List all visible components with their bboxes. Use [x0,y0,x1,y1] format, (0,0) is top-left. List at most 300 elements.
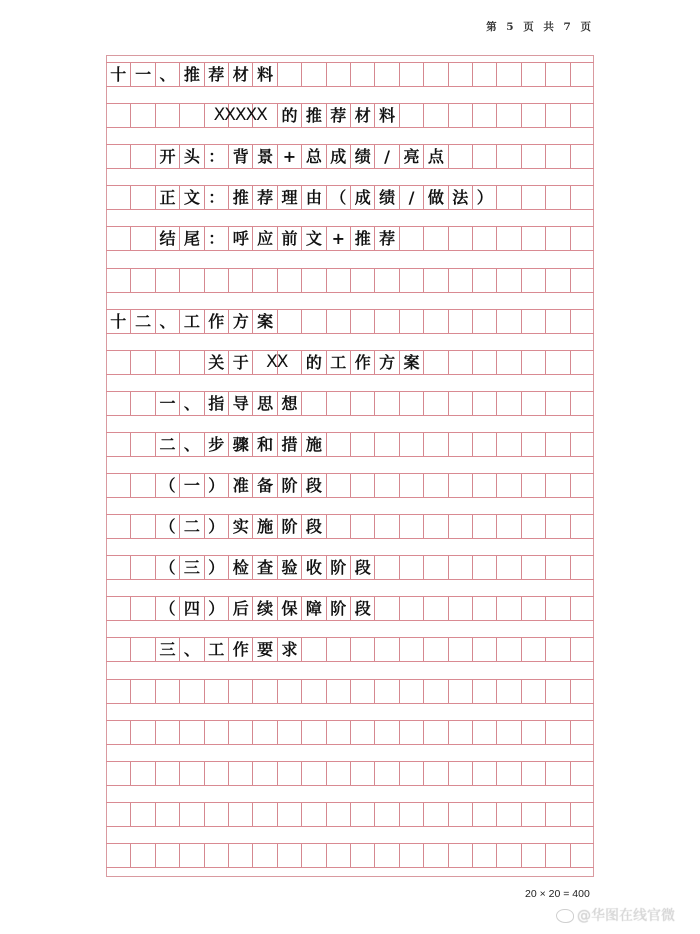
grid-cell [448,803,472,826]
grid-cell [130,351,154,374]
manuscript-grid-sheet [106,55,594,877]
grid-cell [374,310,398,333]
grid-cell: 结 [155,227,179,250]
grid-cell: 一 [179,474,203,497]
grid-cell [496,515,520,538]
grid-cell [521,762,545,785]
grid-cell [326,63,350,86]
grid-cell [130,227,154,250]
grid-cell [545,515,569,538]
grid-cell: 导 [228,392,252,415]
grid-cell [496,104,520,127]
grid-cell: 于 [228,351,252,374]
grid-cell [252,721,276,744]
grid-cell [277,721,301,744]
grid-cell [277,269,301,292]
grid-cell: （ [155,597,179,620]
grid-cell [155,269,179,292]
grid-cell [521,392,545,415]
grid-cell [130,762,154,785]
grid-cell [472,227,496,250]
grid-cell: （ [155,474,179,497]
grid-cell [350,515,374,538]
grid-cell: ） [204,474,228,497]
grid-cell [570,351,594,374]
grid-cell [350,762,374,785]
grid-cell [496,474,520,497]
grid-cell [106,474,130,497]
grid-cell: 实 [228,515,252,538]
grid-cell: 二 [155,433,179,456]
grid-cell [472,145,496,168]
grid-cell [155,844,179,867]
grid-cell [521,597,545,620]
grid-cell [448,269,472,292]
grid-cell: 骤 [228,433,252,456]
grid-cell: ： [204,227,228,250]
grid-cell [521,844,545,867]
grid-cell [399,104,423,127]
grid-row [106,679,594,704]
grid-cell: 成 [350,186,374,209]
grid-cell [423,556,447,579]
grid-cell: 二 [179,515,203,538]
grid-cell [130,104,154,127]
grid-cell [204,803,228,826]
grid-cell: 施 [252,515,276,538]
grid-cell [374,63,398,86]
grid-cell [399,63,423,86]
grid-cell [326,680,350,703]
grid-cell [179,680,203,703]
grid-cell: 指 [204,392,228,415]
grid-cell [472,721,496,744]
grid-cell: 工 [204,638,228,661]
grid-cell [496,556,520,579]
grid-cell [423,310,447,333]
grid-cell [204,844,228,867]
grid-cell: 头 [179,145,203,168]
grid-cell [326,762,350,785]
grid-cell [399,721,423,744]
grid-cell [374,556,398,579]
grid-cell [155,104,179,127]
grid-cell: 收 [301,556,325,579]
grid-cell [496,680,520,703]
grid-cell [106,803,130,826]
grid-cell: 三 [179,556,203,579]
grid-cell: 由 [301,186,325,209]
grid-cell [521,721,545,744]
grid-cell [448,762,472,785]
grid-cell: 料 [252,63,276,86]
grid-cell [374,762,398,785]
grid-cell [399,597,423,620]
grid-cell [155,680,179,703]
grid-cell [277,803,301,826]
grid-cell: 开 [155,145,179,168]
grid-cell: 作 [228,638,252,661]
grid-cell [106,721,130,744]
grid-cell: 方 [374,351,398,374]
grid-cell [423,721,447,744]
grid-cell: 点 [423,145,447,168]
grid-cell: 材 [350,104,374,127]
grid-cell: 的 [277,104,301,127]
grid-cell [399,310,423,333]
grid-cell [155,803,179,826]
grid-cell [277,844,301,867]
grid-cell [545,63,569,86]
grid-cell [545,269,569,292]
grid-cell [570,433,594,456]
grid-cell [448,844,472,867]
grid-cell [545,556,569,579]
grid-cell: 一 [130,63,154,86]
grid-cell: 思 [252,392,276,415]
grid-cell [472,474,496,497]
grid-cell [228,269,252,292]
grid-cell: 、 [155,63,179,86]
grid-cell [570,186,594,209]
grid-cell [106,227,130,250]
grid-cell [423,63,447,86]
grid-cell [277,680,301,703]
grid-cell [496,145,520,168]
grid-row [106,62,594,87]
grid-cell [252,680,276,703]
grid-cell: 荐 [374,227,398,250]
grid-cell: 作 [204,310,228,333]
grid-cell [179,351,203,374]
grid-cell: 正 [155,186,179,209]
grid-cell [545,638,569,661]
grid-cell [301,803,325,826]
grid-cell [521,474,545,497]
grid-cell [204,762,228,785]
grid-cell [399,269,423,292]
grid-cell [423,474,447,497]
grid-cell [130,597,154,620]
grid-cell [521,186,545,209]
grid-cell: 的 [301,351,325,374]
grid-cell: 阶 [277,515,301,538]
grid-cell [570,227,594,250]
grid-cell [374,515,398,538]
grid-cell: 前 [277,227,301,250]
grid-cell: ） [204,597,228,620]
watermark [556,905,675,925]
grid-cell: 二 [130,310,154,333]
grid-cell [423,597,447,620]
grid-cell: 、 [179,433,203,456]
grid-cell: 阶 [326,556,350,579]
grid-cell [399,392,423,415]
grid-cell [326,433,350,456]
grid-cell: 施 [301,433,325,456]
grid-cell [448,556,472,579]
grid-cell [472,762,496,785]
grid-cell [472,680,496,703]
grid-cell [130,433,154,456]
grid-cell [570,63,594,86]
grid-cell [277,351,301,374]
grid-cell [252,762,276,785]
grid-cell [545,474,569,497]
grid-cell [204,269,228,292]
grid-cell [374,680,398,703]
grid-cell [521,638,545,661]
grid-cell [130,145,154,168]
grid-cell: 措 [277,433,301,456]
grid-cell: 准 [228,474,252,497]
grid-cell: （ [326,186,350,209]
grid-cell [374,474,398,497]
grid-cell [374,433,398,456]
grid-cell: 景 [252,145,276,168]
grid-cell [106,351,130,374]
grid-cell: 推 [228,186,252,209]
grid-cell: 要 [252,638,276,661]
grid-cell: 求 [277,638,301,661]
grid-cell [496,762,520,785]
grid-cell [448,680,472,703]
grid-cell [496,433,520,456]
grid-cell [130,269,154,292]
grid-cell [521,145,545,168]
grid-cell [545,186,569,209]
grid-cell [423,762,447,785]
grid-cell: 绩 [350,145,374,168]
grid-cell [521,556,545,579]
grid-cell: 文 [179,186,203,209]
grid-cell: 推 [179,63,203,86]
grid-cell [301,269,325,292]
grid-cell [106,269,130,292]
grid-cell: 尾 [179,227,203,250]
grid-cell [496,310,520,333]
grid-cell: 荐 [204,63,228,86]
grid-cell [130,844,154,867]
grid-cell: 想 [277,392,301,415]
grid-cell [399,762,423,785]
grid-row [106,514,594,539]
grid-cell [570,392,594,415]
grid-cell [106,556,130,579]
grid-cell: 背 [228,145,252,168]
grid-cell [350,310,374,333]
grid-cell [570,721,594,744]
grid-cell [423,803,447,826]
grid-cell: 荐 [252,186,276,209]
grid-cell: ） [204,515,228,538]
grid-cell [228,680,252,703]
grid-cell [301,680,325,703]
grid-cell: ： [204,186,228,209]
grid-cell [252,351,276,374]
grid-cell [545,762,569,785]
grid-cell [521,269,545,292]
grid-cell [496,351,520,374]
grid-cell [374,638,398,661]
grid-cell [521,433,545,456]
grid-cell [448,145,472,168]
grid-cell [277,762,301,785]
grid-cell: 四 [179,597,203,620]
grid-cell [496,597,520,620]
grid-cell [130,803,154,826]
grid-row [106,637,594,662]
grid-cell [374,721,398,744]
grid-cell: 检 [228,556,252,579]
grid-cell: 段 [350,597,374,620]
grid-cell [106,104,130,127]
grid-cell [301,638,325,661]
grid-cell: / [399,186,423,209]
grid-cell: 理 [277,186,301,209]
grid-cell [545,351,569,374]
page-indicator: 第 5 页 共 7 页 [486,21,594,33]
grid-cell [521,515,545,538]
grid-cell: 十 [110,65,127,84]
grid-row [106,761,594,786]
grid-row [106,391,594,416]
grid-cell [545,145,569,168]
grid-row [106,144,594,169]
grid-cell [545,844,569,867]
grid-cell [570,844,594,867]
grid-cell [472,392,496,415]
grid-cell: 段 [301,515,325,538]
grid-cell [179,104,203,127]
grid-cell [496,638,520,661]
grid-cell [130,556,154,579]
grid-cell [228,104,252,127]
grid-cell [399,433,423,456]
grid-cell [448,721,472,744]
grid-cell [374,844,398,867]
grid-cell: 作 [350,351,374,374]
grid-cell [570,638,594,661]
grid-cell [155,351,179,374]
grid-cell: 后 [228,597,252,620]
grid-cell [448,474,472,497]
grid-cell: ） [472,186,496,209]
grid-row [106,268,594,293]
grid-cell [496,63,520,86]
grid-row [106,720,594,745]
grid-cell: 总 [301,145,325,168]
grid-cell [326,515,350,538]
grid-cell [472,803,496,826]
weibo-logo-icon [556,909,574,923]
grid-cell: 推 [350,227,374,250]
grid-row [106,226,594,251]
grid-cell [350,721,374,744]
grid-cell [130,186,154,209]
grid-cell [545,227,569,250]
grid-cell [496,392,520,415]
grid-cell [204,104,228,127]
grid-cell [570,474,594,497]
grid-cell [545,392,569,415]
grid-cell [521,104,545,127]
grid-cell [570,680,594,703]
grid-cell: 段 [301,474,325,497]
grid-cell: 和 [252,433,276,456]
grid-cell [326,721,350,744]
grid-cell [106,680,130,703]
grid-cell: 三 [155,638,179,661]
grid-cell: 应 [252,227,276,250]
grid-cell [472,638,496,661]
grid-row [106,843,594,868]
grid-cell: 呼 [228,227,252,250]
grid-cell: 、 [179,638,203,661]
grid-cell [106,762,130,785]
grid-cell [545,680,569,703]
grid-cell [106,145,130,168]
grid-cell: 查 [252,556,276,579]
grid-cell [301,310,325,333]
grid-cell [301,392,325,415]
grid-row [106,596,594,621]
grid-cell [252,803,276,826]
grid-cell [179,803,203,826]
grid-cell [301,63,325,86]
grid-cell [179,721,203,744]
grid-cell [399,638,423,661]
grid-cell [130,638,154,661]
grid-cell: 法 [448,186,472,209]
grid-count-note: 20 × 20 = 400 [525,888,590,900]
grid-cell [350,269,374,292]
grid-cell [350,680,374,703]
grid-cell [130,515,154,538]
grid-cell [326,392,350,415]
grid-cell: 案 [399,351,423,374]
placeholder-text: XXXXX [213,105,267,126]
grid-cell [155,762,179,785]
grid-cell [545,597,569,620]
grid-cell [277,310,301,333]
grid-cell: 绩 [374,186,398,209]
grid-cell: + [277,145,301,168]
grid-cell [496,844,520,867]
grid-cell [448,351,472,374]
grid-cell: （ [155,556,179,579]
grid-cell: 亮 [399,145,423,168]
grid-row [106,802,594,827]
grid-cell [472,556,496,579]
grid-cell: 步 [204,433,228,456]
grid-cell [326,638,350,661]
grid-cell: 备 [252,474,276,497]
grid-cell [350,803,374,826]
grid-cell [106,597,130,620]
grid-cell [496,269,520,292]
grid-cell [448,104,472,127]
grid-cell [252,269,276,292]
grid-cell [570,310,594,333]
grid-row [106,473,594,498]
grid-cell [277,63,301,86]
grid-cell [545,433,569,456]
grid-cell [472,63,496,86]
grid-cell [521,310,545,333]
grid-cell [228,721,252,744]
grid-cell [130,474,154,497]
